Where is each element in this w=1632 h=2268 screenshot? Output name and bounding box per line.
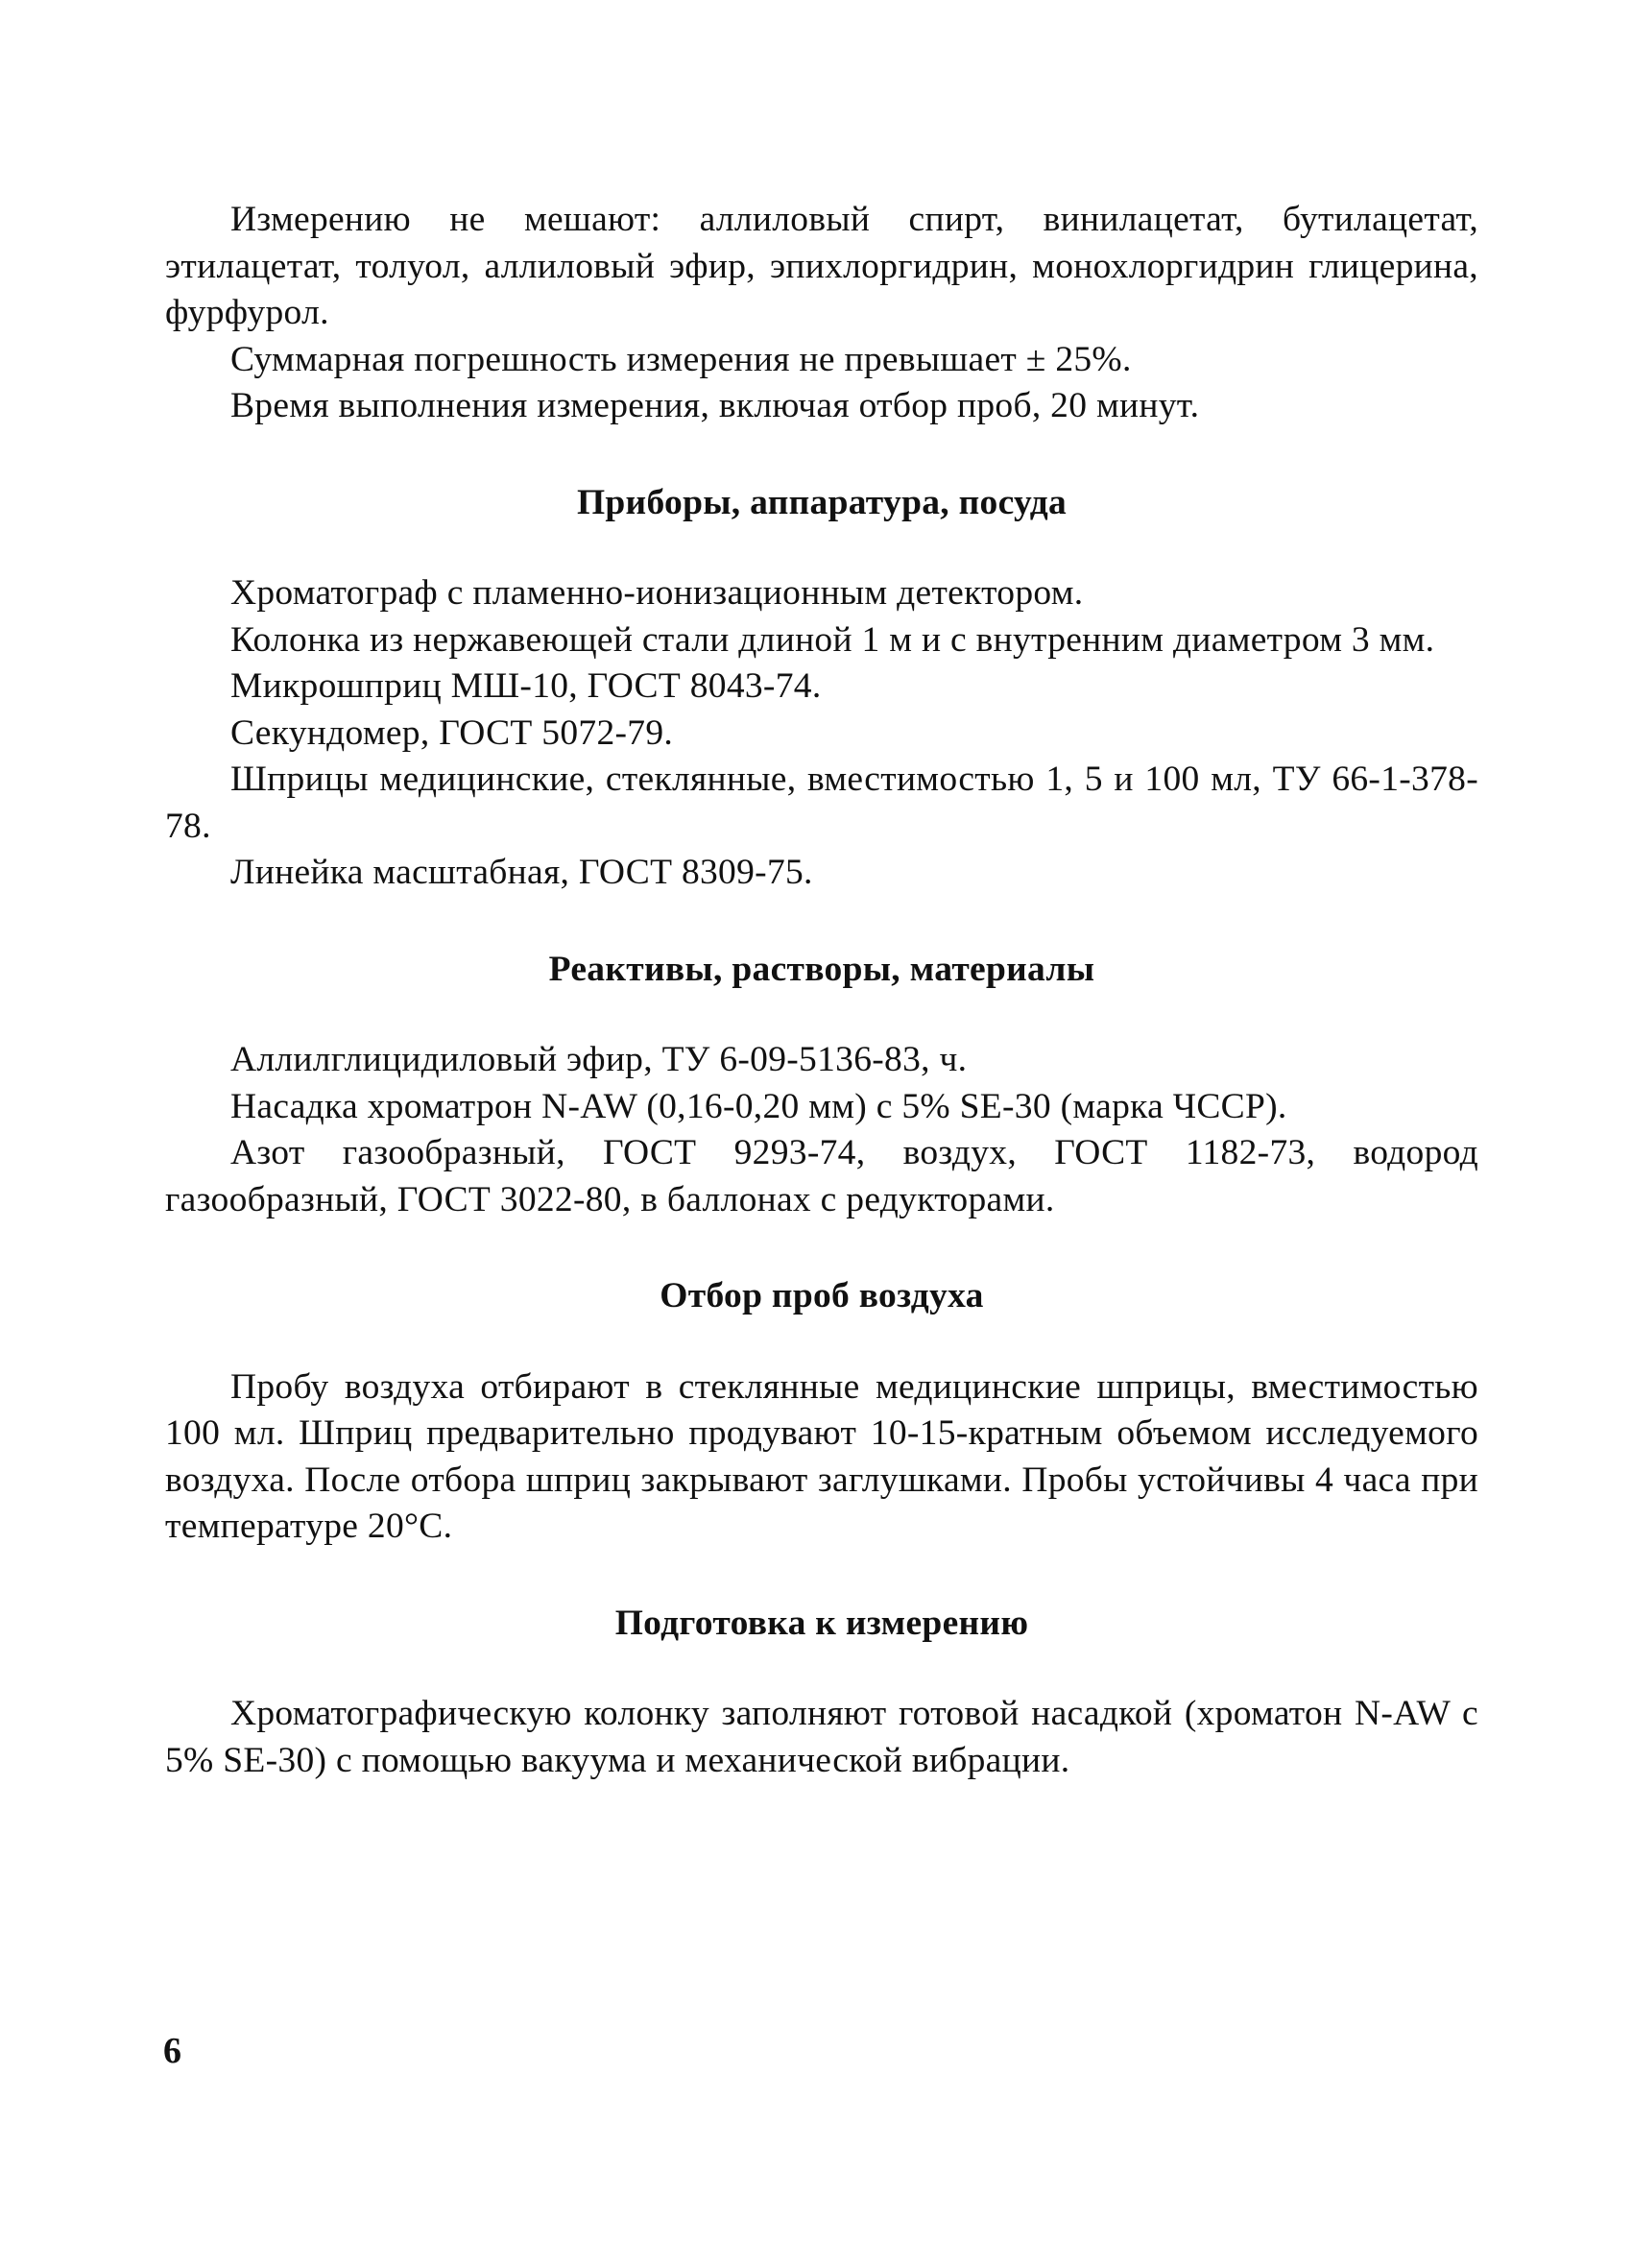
document-page	[165, 197, 1478, 1784]
reagents-section	[165, 947, 1478, 1224]
intro-section	[165, 197, 1478, 430]
equipment-item: Линейка масштабная, ГОСТ 8309-75.	[230, 853, 813, 892]
preparation-section	[165, 1601, 1478, 1785]
reagent-item: Насадка хроматрон N-AW (0,16-0,20 мм) с 5% SE-30 (марка ЧССР).	[230, 1086, 1287, 1126]
duration-paragraph: Время выполнения измерения, включая отбор проб, 20 минут.	[230, 386, 1200, 425]
equipment-item: Хроматограф с пламенно-ионизационным детектором.	[230, 573, 1084, 613]
interference-paragraph: Измерению не мешают: аллиловый спирт, винилацетат, бутилацетат, этилацетат, толуол, аллиловый эфир, эпихлоргидрин, монохлоргидрин глицерина, фурфурол.	[165, 200, 1478, 332]
sampling-paragraph: Пробу воздуха отбирают в стеклянные медицинские шприцы, вместимостью 100 мл. Шприц предварительно продувают 10-15-кратным объемом исследуемого воздуха. После отбора шприц закрывают заглушками. Пробы устойчивы 4 часа при температуре 20°С.	[165, 1366, 1478, 1546]
equipment-item: Колонка из нержавеющей стали длиной 1 м и с внутренним диаметром 3 мм.	[230, 619, 1435, 660]
equipment-item: Микрошприц МШ-10, ГОСТ 8043-74.	[230, 666, 822, 706]
equipment-item: Секундомер, ГОСТ 5072-79.	[230, 712, 674, 753]
equipment-section	[165, 480, 1478, 897]
preparation-heading: Подготовка к измерению	[614, 1603, 1029, 1643]
error-paragraph: Суммарная погрешность измерения не превышает ± 25%.	[230, 339, 1132, 379]
equipment-heading: Приборы, аппаратура, посуда	[576, 482, 1068, 522]
reagent-item: Аллилглицидиловый эфир, ТУ 6-09-5136-83, ч.	[230, 1040, 968, 1079]
reagents-heading: Реактивы, растворы, материалы	[548, 949, 1095, 989]
preparation-paragraph: Хроматографическую колонку заполняют готовой насадкой (хроматон N-AW с 5% SE-30) с помощью вакуума и механической вибрации.	[165, 1694, 1478, 1780]
reagents-list	[165, 1037, 1478, 1223]
page-number: 6	[163, 2031, 181, 2071]
sampling-section	[165, 1273, 1478, 1551]
equipment-list	[165, 570, 1478, 897]
equipment-item: Шприцы медицинские, стеклянные, вместимостью 1, 5 и 100 мл, ТУ 66-1-378-78.	[165, 760, 1478, 846]
reagent-item: Азот газообразный, ГОСТ 9293-74, воздух, ГОСТ 1182-73, водород газообразный, ГОСТ 3022-80, в баллонах с редукторами.	[165, 1133, 1478, 1219]
sampling-heading: Отбор проб воздуха	[660, 1276, 984, 1315]
